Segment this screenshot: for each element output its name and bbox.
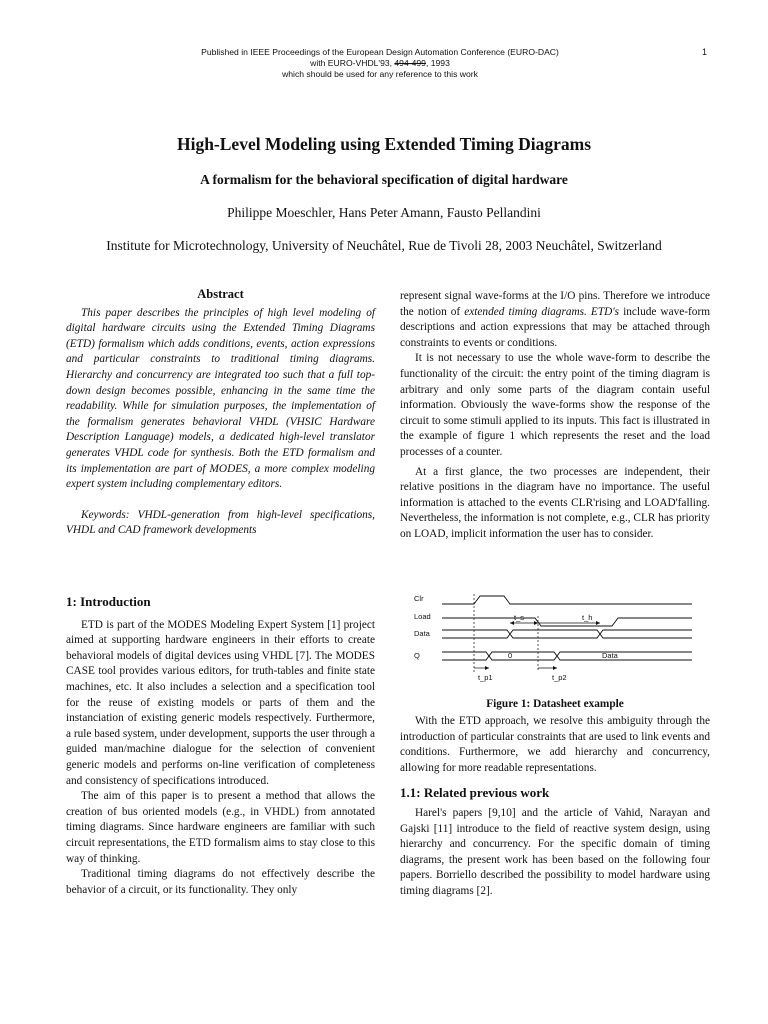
q-waveform [442, 652, 692, 660]
authors: Philippe Moeschler, Hans Peter Amann, Fausto Pellandini [227, 205, 541, 220]
publication-header [100, 47, 660, 80]
abstract-text: This paper describes the principles of high level modeling of digital hardware circuits using the Extended Timing Diagrams (ETD) formalism which adds conditions, events, action expressions and particular constraints to traditional timing diagrams. Hierarchy and concurrency are integrated too such that a full top-down design becomes possible, enhancing in the same time the readability. While for simulation purposes, the implementation of the formalism generates behavioral VHDL (VHSIC Hardware Description Language) models, a dedicated high-level translator generates VHDL code for synthesis. Both the ETD formalism and its implementation are part of MODES, a more complex modeling expert system including complementary editors. [66, 306, 375, 491]
intro-paragraph: The aim of this paper is to present a method that allows the creation of bus oriented models (e.g., in VHDL) from annotated timing diagrams. Since hardware engineers are familiar with such circuit representations, the ETD formalism aims to stay close to this way of thinking. [66, 790, 375, 865]
introduction-section [66, 594, 375, 898]
header-line-2: with EURO-VHDL'93, 494-499, 1993 [310, 58, 450, 68]
left-column [66, 287, 375, 539]
signal-label-clr: Clr [414, 594, 424, 603]
body-paragraph: It is not necessary to use the whole wave-form to describe the functionality of the circuit: the entry point of the timing diagram is arbitrary and only some parts of the diagram contain useful information. Obviously the wave-forms show the response of the circuit to some stimuli applied to its inputs. This fact is illustrated in the example of figure 1 which represents the reset and the load processes of a counter. [400, 352, 710, 458]
figure-caption: Figure 1: Datasheet example [486, 698, 624, 710]
body-paragraph: At a first glance, the two processes are independent, their relative positions in the diagram have no importance. The useful information is attached to the events CLR'rising and LOAD'falling. Nevertheless, the information is not complete, e.g., CLR has priority on LOAD, implicit information the user has to consider. [400, 465, 710, 540]
q-value-data: Data [602, 651, 618, 660]
tp1-label: t_p1 [478, 673, 493, 682]
timing-diagram-figure [412, 590, 702, 686]
intro-paragraph: ETD is part of the MODES Modeling Expert System [1] project aimed at supporting hardware engineers in their efforts to create behavioral models of digital devices using VHDL [7]. The MODES CASE tool provides various editors, for truth-tables and finite state machines, etc. It also includes a selection and a specification tool for the reuse of existing models or parts of them and the instanciation of existing generic models respectively. Furthermore, a rule based system, under development, supports the user through a guided man/machine dialogue for the selection of convenient generic models and performs on-line verification of completeness and consistency of specifications introduced. [66, 618, 375, 787]
right-column-bottom [400, 714, 710, 900]
body-paragraph: represent signal wave-forms at the I/O pins. Therefore we introduce the notion of extended timing diagrams. ETD's include wave-form descriptions and action expressions that may be attached through constraints to events or conditions. [400, 290, 710, 349]
body-paragraph: Harel's papers [9,10] and the article of Vahid, Narayan and Gajski [11] introduce to the field of reactive system design, using hierarchy and concurrency. For the specific domain of timing diagrams, the present work has been based on the following four papers. Borriello described the possibility to model hardware using timing diagrams [2]. [400, 806, 710, 897]
body-paragraph: With the ETD approach, we resolve this ambiguity through the introduction of particular constraints that are used to link events and conditions. Furthermore, we add hierarchy and concurrency, allowing for more readable representations. [400, 715, 710, 774]
q-value-zero: 0 [508, 651, 513, 660]
etd-term: extended timing diagrams. ETD's [464, 305, 620, 318]
signal-label-q: Q [414, 651, 420, 660]
signal-label-data: Data [414, 629, 430, 638]
load-waveform [442, 618, 692, 626]
tp2-label: t_p2 [552, 673, 567, 682]
intro-paragraph: Traditional timing diagrams do not effectively describe the behavior of a circuit, or its functionality. They only [66, 868, 375, 896]
header-line-1: Published in IEEE Proceedings of the European Design Automation Conference (EURO-DAC) [201, 47, 559, 57]
data-waveform [442, 630, 692, 638]
ts-label: t_s [514, 613, 525, 622]
paper-title: High-Level Modeling using Extended Timing Diagrams [176, 134, 592, 154]
th-label: t_h [582, 613, 593, 622]
struck-pages: 494-499 [394, 58, 426, 68]
keywords: Keywords: VHDL-generation from high-level specifications, VHDL and CAD framework developments [66, 508, 375, 537]
right-column-top [400, 289, 710, 543]
clr-waveform [442, 596, 692, 604]
paper-subtitle: A formalism for the behavioral specification of digital hardware [200, 172, 568, 187]
introduction-heading: 1: Introduction [66, 594, 151, 609]
header-line-3: which should be used for any reference to this work [282, 69, 478, 79]
related-work-heading: 1.1: Related previous work [400, 785, 550, 801]
abstract-heading: Abstract [197, 287, 244, 301]
institution: Institute for Microtechnology, University of Neuchâtel, Rue de Tivoli 28, 2003 Neuchâtel, Switzerland [106, 238, 662, 253]
page-number: 1 [702, 47, 708, 57]
signal-label-load: Load [414, 612, 431, 621]
